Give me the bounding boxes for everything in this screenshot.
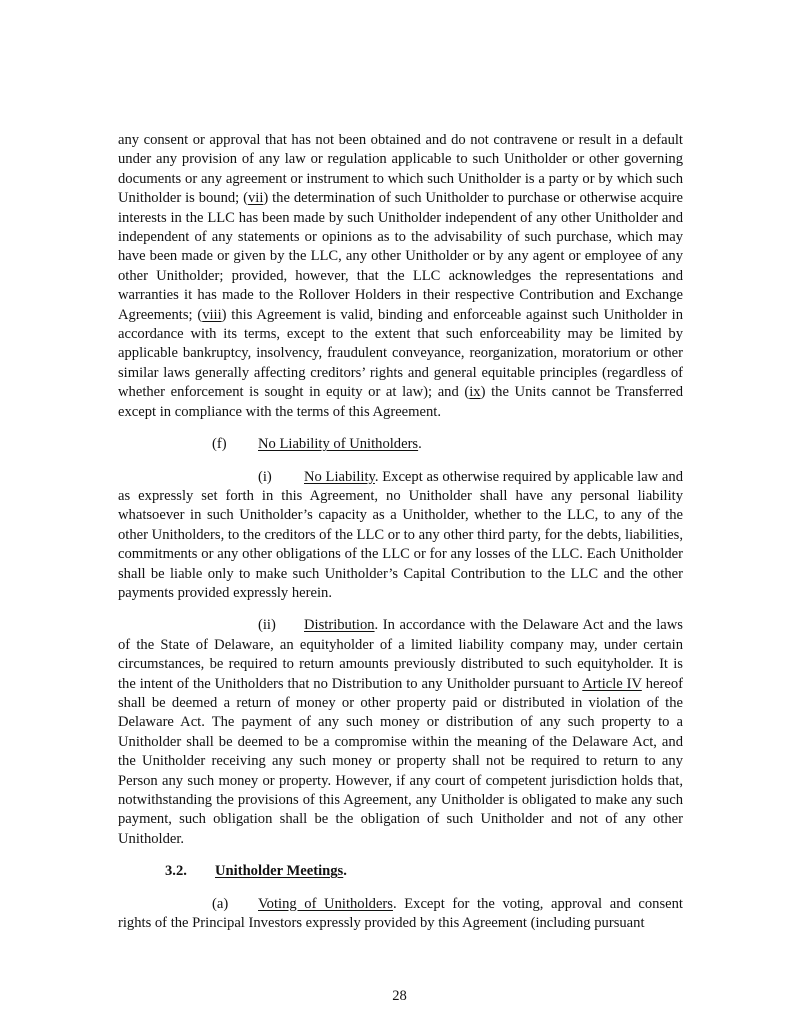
- article-reference: Article IV: [582, 675, 642, 692]
- subsection-title: No Liability of Unitholders: [258, 436, 419, 453]
- section-title: Unitholder Meetings: [215, 863, 344, 880]
- document-body: [118, 131, 683, 933]
- paragraph-representations: any consent or approval that has not been obtained and do not contravene or result in a default under any provision of any law or regulation applicable to such Unitholder or other governing documents or any agreement or instrument to which such Unitholder is a party or by which such Unitholder is bound; (vii) the determination of such Unitholder to purchase or otherwise acquire interests in the LLC has been made by such Unitholder independent of any other Unitholder and independent of any statements or opinions as to the advisability of such purchase, which may have been made or given by the LLC, any other Unitholder or by any agent or employee of any other Unitholder; provided, however, that the LLC acknowledges the representations and warranties it has made to the Rollover Holders in their respective Contribution and Exchange Agreements; (viii) this Agreement is valid, binding and enforceable against such Unitholder in accordance with its terms, except to the extent that such enforceability may be limited by applicable bankruptcy, insolvency, fraudulent conveyance, reorganization, moratorium or other similar laws generally affecting creditors’ rights and general equitable principles (regardless of whether enforcement is sought in equity or at law); and (ix) the Units cannot be Transferred except in compliance with the terms of this Agreement.: [118, 132, 684, 420]
- clause-number-vii: vii: [247, 190, 264, 207]
- section-heading: 3.2. Unitholder Meetings.: [118, 862, 683, 881]
- subsection-number: (f): [212, 436, 227, 453]
- clause-title: Voting of Unitholders: [258, 895, 393, 912]
- clause-number: (ii): [258, 617, 276, 634]
- clause-number-viii: viii: [202, 306, 222, 323]
- paragraph-no-liability: (i) No Liability. Except as otherwise required by applicable law and as expressly set forth in this Agreement, no Unitholder shall have any personal liability whatsoever in such Unitholder’s capacity as a Unitholder, whether to the LLC, to any of the other Unitholders, to the creditors of the LLC or to any other third party, for the debts, liabilities, commitments or any other obligations of the LLC or for any losses of the LLC. Each Unitholder shall be liable only to make such Unitholder’s Capital Contribution to the LLC and the other payments provided expressly herein.: [118, 468, 683, 601]
- clause-title: No Liability: [304, 468, 375, 485]
- clause-number: (a): [212, 895, 229, 912]
- clause-number: (i): [258, 468, 272, 485]
- clause-title: Distribution: [304, 617, 375, 634]
- clause-number-ix: ix: [469, 384, 481, 401]
- paragraph-distribution: (ii) Distribution. In accordance with the Delaware Act and the laws of the State of Delaware, an equityholder of a limited liability company may, under certain circumstances, be required to return amounts previously distributed to such equityholder. It is the intent of the Unitholders that no Distribution to any Unitholder pursuant to Article IV hereof shall be deemed a return of money or other property paid or distributed in violation of the Delaware Act. The payment of any such money or distribution of any such property to a Unitholder shall be deemed to be a compromise within the meaning of the Delaware Act, and the Unitholder receiving any such money or property shall not be required to return to any Person any such money or property. However, if any court of competent jurisdiction holds that, notwithstanding the provisions of this Agreement, any Unitholder is obligated to make any such payment, such obligation shall be the obligation of such Unitholder and not of any other Unitholder.: [118, 617, 683, 847]
- page-number: 28: [392, 988, 407, 1004]
- section-number: 3.2.: [165, 863, 187, 880]
- paragraph-voting: (a) Voting of Unitholders. Except for the voting, approval and consent rights of the Principal Investors expressly provided by this Agreement (including pursuant: [118, 895, 683, 932]
- subsection-heading-f: (f) No Liability of Unitholders.: [118, 435, 683, 454]
